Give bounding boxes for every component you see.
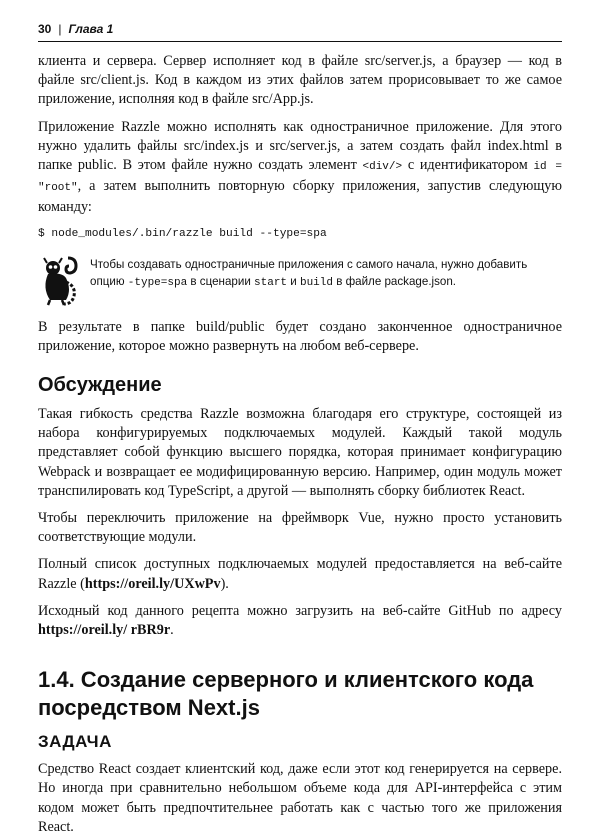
text-run: ). [220, 575, 229, 592]
text-run: Полный список доступных подключаемых модулей предоставляется на веб-сайте Razzle ( [38, 556, 562, 592]
note-text [90, 254, 562, 306]
text-run: и [287, 274, 300, 288]
note-block [38, 254, 562, 306]
result-paragraph: В результате в папке build/public будет создано законченное одностраничное приложение, которое можно развернуть на любом веб-сервере. [38, 318, 562, 354]
github-source-link[interactable]: https://oreil.ly/ rBR9r [38, 622, 171, 639]
inline-code-start: start [254, 276, 288, 289]
task-heading: ЗАДАЧА [38, 732, 112, 752]
inline-code-build: build [299, 276, 333, 289]
discussion-paragraph-4 [38, 602, 562, 640]
header-separator: | [58, 22, 62, 36]
discussion-heading: Обсуждение [38, 374, 162, 397]
inline-code-id: id = "root" [38, 161, 563, 195]
text-run: Приложение Razzle можно исполнять как одностраничное приложение. Для этого нужно удалить файлы src/index.js и src/server.js, а затем создать файл index.html в папке public. В этом файле нужно создать элемент [38, 118, 562, 174]
inline-code-type: -type=spa [127, 276, 188, 289]
razzle-plugins-link[interactable]: https://oreil.ly/UXwPv [84, 575, 221, 592]
command-line: $ node_modules/.bin/razzle build --type=spa [38, 227, 327, 240]
discussion-paragraph-2: Чтобы переключить приложение на фреймворк Vue, нужно просто установить соответствующие модули. [38, 510, 562, 546]
text-run: в файле package.json. [332, 274, 457, 288]
text-run: . [170, 622, 174, 639]
inline-code-div: <div/> [362, 161, 403, 174]
text-run: в сценарии [187, 274, 255, 288]
discussion-paragraph-3 [38, 555, 562, 593]
text-run: Исходный код данного рецепта можно загрузить на веб-сайте GitHub по адресу [38, 602, 562, 619]
intro-paragraph-2 [38, 118, 562, 218]
text-run: Чтобы создавать одностраничные приложения с самого начала, нужно добавить опцию [90, 257, 528, 288]
text-run: , а затем выполнить повторную сборку приложения, запустив следующую команду: [38, 178, 562, 216]
section-heading: 1.4. Создание серверного и клиентского кода посредством Next.js [38, 667, 534, 721]
book-page [38, 22, 562, 837]
chapter-title: Глава 1 [68, 22, 114, 36]
intro-paragraph-1: клиента и сервера. Сервер исполняет код в файле src/server.js, а браузер — код в файле src/client.js. Код в каждом из этих файлов затем прорисовывает то же самое приложение, исполняя код в файле src/App.js. [38, 53, 562, 108]
lemur-icon [38, 254, 82, 306]
page-number: 30 [38, 22, 52, 36]
discussion-paragraph-1: Такая гибкость средства Razzle возможна благодаря его структуре, состоящей из набора конфигурируемых подключаемых модулей. Каждый такой модуль представляет собой функцию высшего порядка, которая принимает конфигурацию Webpack и возвращает ее модифицированную версию. Например, один модуль может транспилировать код TypeScript, а другой — выполнять сборку библиотек React. [38, 406, 562, 499]
text-run: с идентификатором [402, 157, 534, 174]
task-paragraph: Средство React создает клиентский код, даже если этот код генерируется на сервере. Но иногда при сравнительно небольшом объеме кода для API-интерфейса с этим кодом может быть предпочтительнее работать как с частью того же приложения React. [38, 761, 562, 835]
running-header [38, 22, 562, 42]
